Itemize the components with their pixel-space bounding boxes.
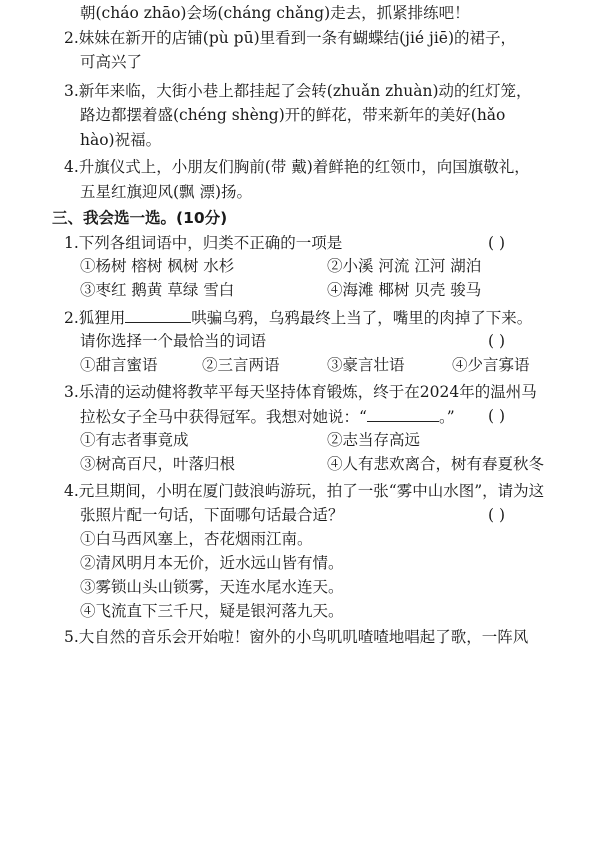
q4-line2: 五星红旗迎风(飘 漂)扬。: [80, 183, 253, 201]
option-a[interactable]: ①甜言蜜语: [80, 356, 158, 374]
s3-q5-line1: 5.大自然的音乐会开始啦！窗外的小鸟叽叽喳喳地唱起了歌，一阵风: [64, 628, 529, 646]
s3-q1-answer-paren[interactable]: ( ): [488, 234, 506, 252]
s3-q2-line2: 请你选择一个最恰当的词语: [80, 332, 267, 350]
s3-q4-option-b[interactable]: ②清风明月本无价，近水远山皆有情。: [80, 554, 344, 572]
q2-line1: 2.妹妹在新开的店铺(pù pū)里看到一条有蝴蝶结(jié jiē)的裙子，: [64, 29, 517, 47]
q2-line2: 可高兴了: [80, 53, 143, 71]
s3-q2-line1: [64, 306, 532, 329]
s3-q2-text-b: 哄骗乌鸦，乌鸦最终上当了，嘴里的肉掉了下来。: [191, 309, 533, 327]
s3-q3-line2: [80, 405, 455, 428]
option-c[interactable]: ③树高百尺，叶落归根: [80, 455, 236, 473]
q1-continuation: 朝(cháo zhāo)会场(cháng chǎng)走去，抓紧排练吧！: [80, 4, 470, 22]
s3-q4-option-a[interactable]: ①白马西风塞上，杏花烟雨江南。: [80, 530, 313, 548]
option-b[interactable]: ②小溪 河流 江河 湖泊: [327, 257, 482, 275]
s3-q4-option-d[interactable]: ④飞流直下三千尺，疑是银河落九天。: [80, 602, 344, 620]
option-d[interactable]: ④少言寡语: [452, 356, 530, 374]
s3-q1-stem: 1.下列各组词语中，归类不正确的一项是: [64, 234, 343, 252]
s3-q1-options-row1: [80, 255, 560, 277]
q3-line3: hào)祝福。: [80, 131, 162, 149]
s3-q3-text-b: 。”: [438, 408, 455, 426]
s3-q4-option-c[interactable]: ③雾锁山头山锁雾，天连水尾水连天。: [80, 578, 344, 596]
s3-q1-options-row2: [80, 279, 560, 301]
s3-q2-text-a: 2.狐狸用: [64, 309, 126, 327]
option-b[interactable]: ②志当存高远: [327, 431, 421, 449]
option-c[interactable]: ③枣红 鹅黄 草绿 雪白: [80, 281, 235, 299]
option-a[interactable]: ①杨树 榕树 枫树 水杉: [80, 257, 235, 275]
q3-line1: 3.新年来临，大街小巷上都挂起了会转(zhuǎn zhuàn)动的红灯笼，: [64, 82, 532, 100]
option-d[interactable]: ④海滩 椰树 贝壳 骏马: [327, 281, 482, 299]
s3-q4-line2: 张照片配一句话，下面哪句话最合适？: [80, 506, 344, 524]
s3-q3-line1: 3.乐清的运动健将教苹平每天坚持体育锻炼，终于在2024年的温州马: [64, 383, 537, 401]
s3-q3-options-row2: [80, 453, 560, 475]
s3-q2-blank[interactable]: [125, 306, 191, 323]
q3-line2: 路边都摆着盛(chéng shèng)开的鲜花，带来新年的美好(hǎo: [80, 106, 506, 124]
s3-q2-answer-paren[interactable]: ( ): [488, 332, 506, 350]
s3-q4-answer-paren[interactable]: ( ): [488, 506, 506, 524]
s3-q3-blank[interactable]: [367, 405, 439, 422]
option-d[interactable]: ④人有悲欢离合，树有春夏秋冬: [327, 455, 545, 473]
s3-q3-options-row1: [80, 429, 560, 451]
section3-heading: 三、我会选一选。(10分): [52, 209, 228, 227]
option-b[interactable]: ②三言两语: [202, 356, 280, 374]
s3-q3-answer-paren[interactable]: ( ): [488, 407, 506, 425]
s3-q2-options: [80, 354, 560, 376]
option-c[interactable]: ③豪言壮语: [327, 356, 405, 374]
s3-q4-line1: 4.元旦期间，小明在厦门鼓浪屿游玩，拍了一张“雾中山水图”，请为这: [64, 482, 545, 500]
option-a[interactable]: ①有志者事竟成: [80, 431, 189, 449]
s3-q3-text-a: 拉松女子全马中获得冠军。我想对她说：“: [80, 408, 367, 426]
q4-line1: 4.升旗仪式上，小朋友们胸前(带 戴)着鲜艳的红领巾，向国旗敬礼，: [64, 158, 530, 176]
